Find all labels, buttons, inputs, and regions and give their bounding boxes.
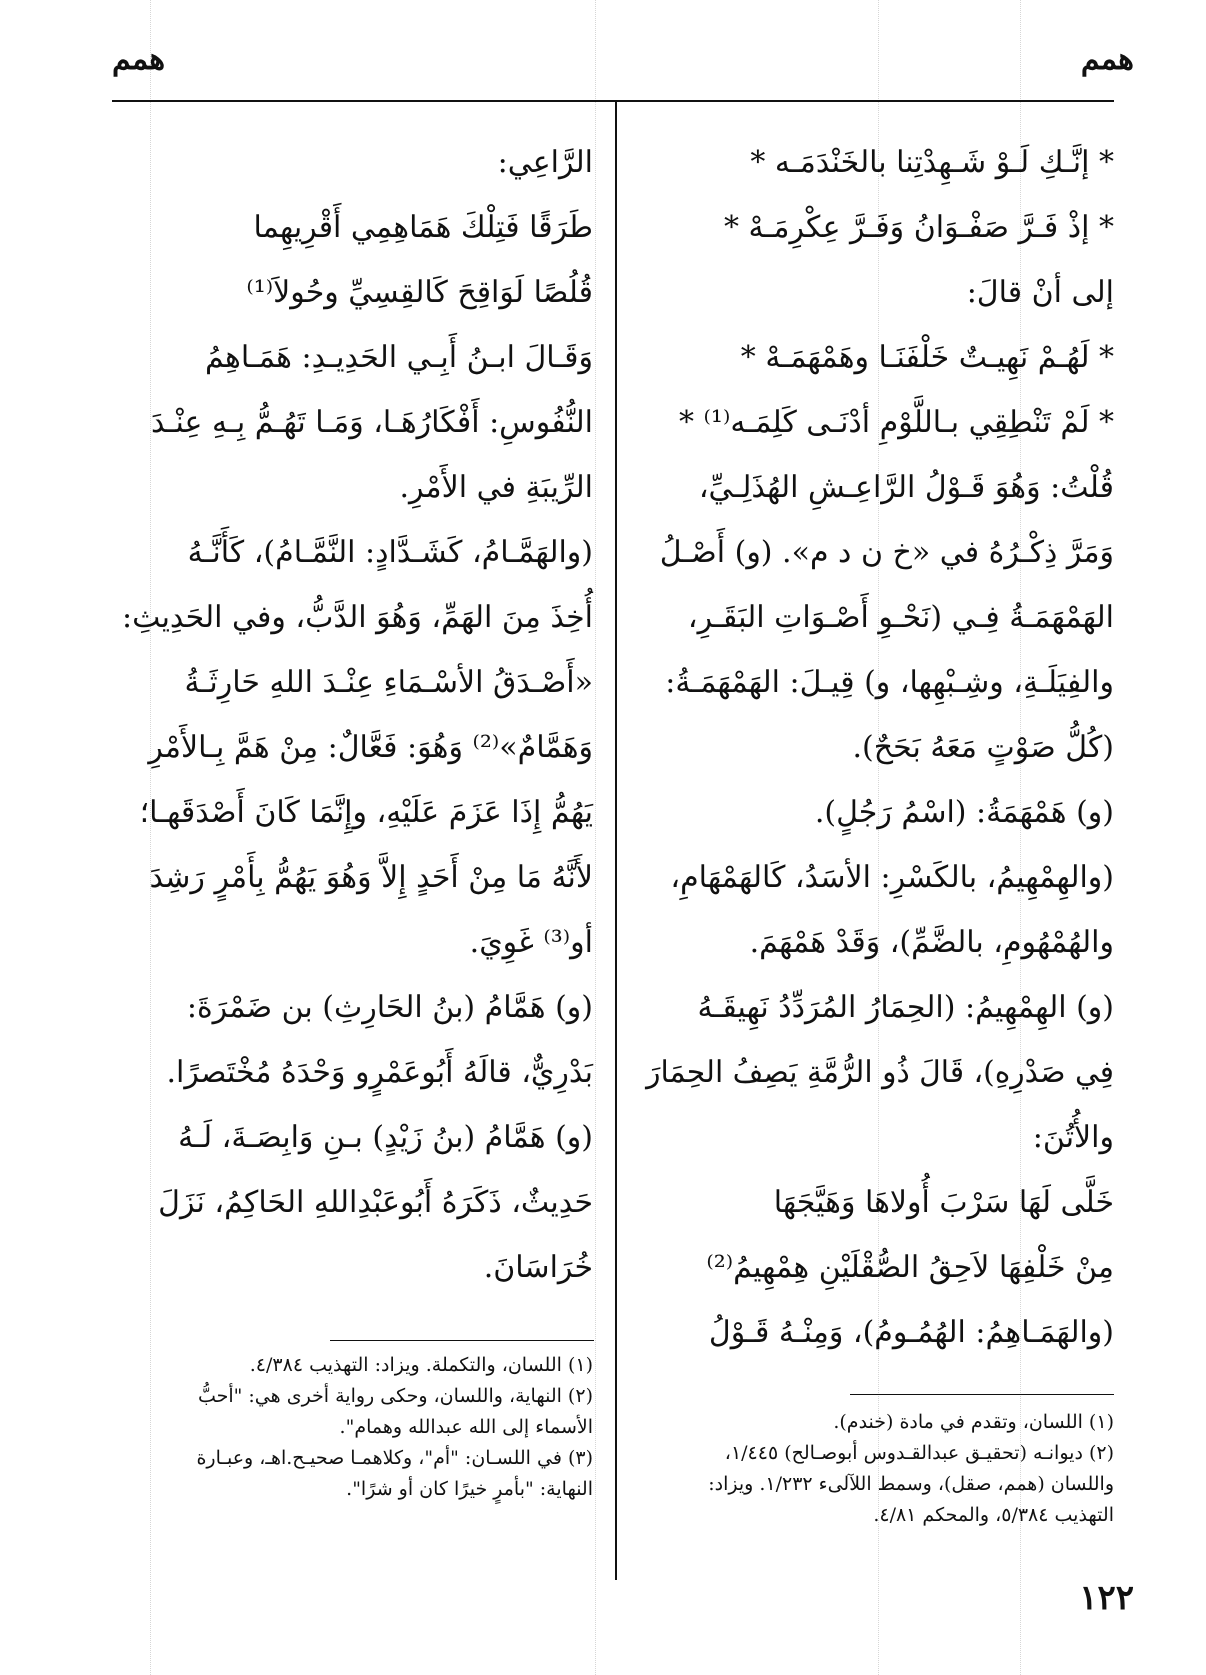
- column-divider: [615, 100, 617, 1580]
- footnote: النهاية: "بأمرٍ خيرًا كان أو شرًا".: [346, 1478, 593, 1500]
- text-line: طَرَقًا فَتِلْكَ هَمَاهِمِي أَقْرِيهِما: [253, 210, 593, 245]
- text-line: * إذْ فَـرَّ صَفْـوَانُ وَفَـرَّ عِكْرِمَـهْ *: [723, 210, 1114, 245]
- text-line: يَهُمُّ إِذَا عَزَمَ عَلَيْهِ، وإِنَّمَا كَانَ أَصْدَقَهـا؛: [139, 795, 593, 830]
- text-line: (و) هَمْهَمَةُ: (اسْمُ رَجُلٍ).: [814, 795, 1114, 830]
- text-line: (و) هَمَّامُ (بنُ زَيْدٍ) بـنِ وَابِصَـةَ، لَـهُ: [178, 1120, 593, 1155]
- text-line: خَلَّى لَهَا سَرْبَ أُولاهَا وَهَيَّجَهَا: [773, 1185, 1114, 1220]
- text-line: النُّفُوسِ: أَفْكَارُهَـا، وَمَـا تَهُـمُّ بِـهِ عِنْـدَ: [150, 405, 593, 440]
- footnote-separator: [330, 1340, 594, 1341]
- footnote: (١) اللسان، وتقدم في مادة (خندم).: [833, 1411, 1114, 1433]
- text-line: حَدِيثٌ، ذَكَرَهُ أَبُوعَبْدِاللهِ الحَاكِمُ، نَزَلَ: [158, 1185, 593, 1220]
- text-line: (و) الهِمْهِيمُ: (الحِمَارُ المُرَدِّدُ نَهِيقَـهُ: [697, 990, 1114, 1025]
- footnotes-left: [115, 1350, 593, 1505]
- text-line: الرِّيبَةِ في الأَمْرِ.: [399, 470, 593, 505]
- text-line: وَهَمَّامٌ»⁽²⁾ وَهُوَ: فَعَّالٌ: مِنْ هَمَّ بِـالأَمْرِ: [148, 730, 593, 765]
- footnotes-right: [646, 1407, 1114, 1531]
- footnote: (٢) ديوانـه (تحقيـق عبدالقـدوس أبوصـالح) ١/٤٤٥،: [724, 1442, 1114, 1464]
- page-number: ١٢٢: [1079, 1578, 1134, 1618]
- text-line: (و) هَمَّامُ (بنُ الحَارِثِ) بن ضَمْرَةَ:: [186, 990, 593, 1025]
- text-line: * لَهُـمْ نَهِيـتٌ خَلْفَنَـا وهَمْهَمَـهْ *: [740, 340, 1114, 375]
- text-line: الرَّاعِي:: [497, 145, 593, 180]
- text-line: والفِيَلَـةِ، وشِـبْهِها، و) قِيـلَ: الهَمْهَمَـةُ:: [665, 665, 1114, 700]
- footnote: الأسماء إلى الله عبدالله وهمام".: [339, 1416, 593, 1438]
- text-line: قُلُصًا لَوَاقِحَ كَالقِسِيِّ وحُولاَ⁽¹⁾: [246, 275, 593, 310]
- text-line: مِنْ خَلْفِهَا لاَحِقُ الصُّقْلَيْنِ هِمْهِيمُ⁽²⁾: [706, 1250, 1114, 1285]
- text-line: (كُلُّ صَوْتٍ مَعَهُ بَحَحٌ).: [852, 730, 1114, 765]
- text-line: بَدْرِيٌّ، قالَهُ أَبُوعَمْرٍو وَحْدَهُ مُخْتَصرًا.: [166, 1055, 593, 1090]
- text-line: خُرَاسَانَ.: [483, 1250, 593, 1285]
- text-line: * إنَّـكِ لَـوْ شَـهِدْتِنا بالخَنْدَمَـه *: [750, 145, 1114, 180]
- text-line: أُخِذَ مِنَ الهَمِّ، وَهُوَ الدَّبُّ، وفي الحَدِيثِ:: [122, 600, 593, 635]
- text-line: وَمَرَّ ذِكْـرُهُ في «خ ن د م». (و) أَصْـلُ: [659, 535, 1114, 570]
- text-line: (والهَمَّـامُ، كَشَـدَّادٍ: النَّمَّـامُ)، كَأَنَّـهُ: [187, 535, 593, 570]
- footnote-separator: [850, 1394, 1114, 1395]
- footnote: (٣) في اللسـان: "أم"، وكلاهمـا صحيـح.اهـ، وعبـارة: [196, 1447, 593, 1469]
- running-header-right: همم: [1080, 42, 1134, 77]
- text-line: «أَصْـدَقُ الأسْـمَاءِ عِنْـدَ اللهِ حَارِثَـةُ: [184, 665, 593, 700]
- footnote: واللسان (همم، صقل)، وسمط اللآلىء ١/٢٣٢. ويزاد:: [708, 1473, 1114, 1495]
- footnote: التهذيب ٥/٣٨٤، والمحكم ٤/٨١.: [873, 1504, 1114, 1526]
- text-line: والأُتُنَ:: [1032, 1120, 1114, 1155]
- right-column: [646, 130, 1114, 1365]
- text-line: أو⁽³⁾ غَوِيَ.: [469, 925, 593, 960]
- scan-artifact-line: [595, 0, 596, 1675]
- text-line: الهَمْهَمَـةُ فِـي (نَحْـوِ أَصْـوَاتِ البَقَـرِ،: [687, 600, 1114, 635]
- text-line: فِي صَدْرِهِ)، قَالَ ذُو الرُّمَّةِ يَصِفُ الحِمَارَ: [646, 1055, 1114, 1090]
- text-line: (والهَمَـاهِمُ: الهُمُـومُ)، وَمِنْـهُ قَـوْلُ: [708, 1315, 1114, 1350]
- running-header-left: همم: [112, 42, 166, 77]
- text-line: (والهِمْهِيمُ، بالكَسْرِ: الأسَدُ، كَالهَمْهَامِ،: [670, 860, 1114, 895]
- text-line: وَقَـالَ ابـنُ أَبِـي الحَدِيـدِ: هَمَـاهِمُ: [205, 340, 593, 375]
- text-line: والهُمْهُومِ، بالضَّمِّ)، وَقَدْ هَمْهَمَ.: [749, 925, 1114, 960]
- text-line: قُلْتُ: وَهُوَ قَـوْلُ الرَّاعِـشِ الهُذَلِـيِّ،: [698, 470, 1114, 505]
- footnote: (١) اللسان، والتكملة. ويزاد: التهذيب ٤/٣٨٤.: [249, 1354, 593, 1376]
- footnote: (٢) النهاية، واللسان، وحكى رواية أخرى هي: "أحبُّ: [197, 1385, 593, 1407]
- header-rule: [112, 100, 1114, 102]
- text-line: * لَمْ تَنْطِقِي بـاللَّوْمِ أدْنَـى كَلِمَـه⁽¹⁾ *: [679, 405, 1114, 440]
- text-line: لأَنَّهُ مَا مِنْ أَحَدٍ إِلاَّ وَهُوَ يَهُمُّ بِأَمْرٍ رَشِدَ: [149, 860, 593, 895]
- text-line: إلى أنْ قالَ:: [966, 275, 1114, 310]
- left-column: [115, 130, 593, 1300]
